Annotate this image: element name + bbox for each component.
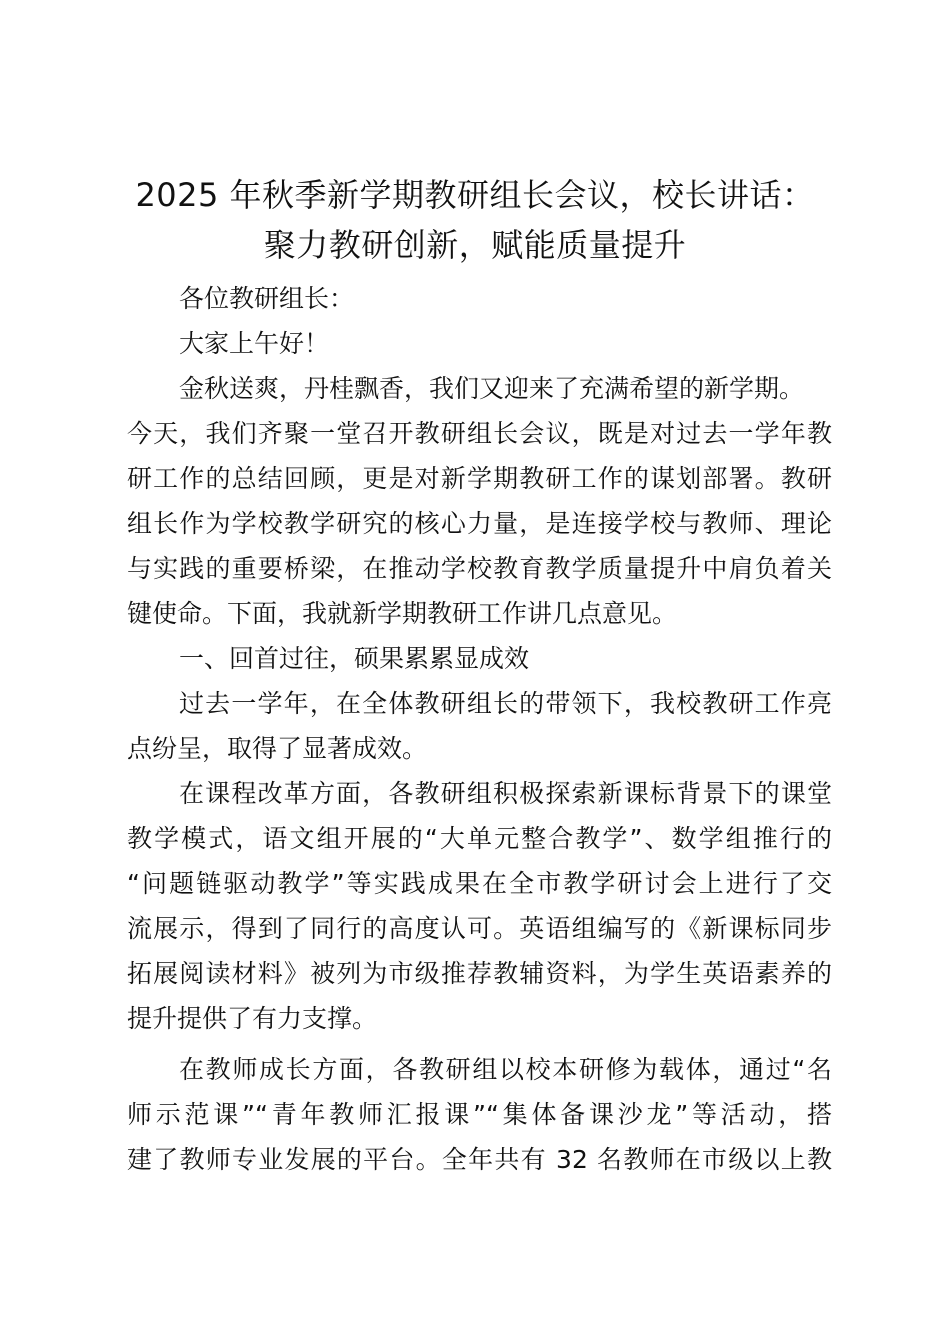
- paragraph-line: 师示范课”“青年教师汇报课”“集体备课沙龙”等活动，搭: [127, 1100, 832, 1129]
- paragraph-line: 流展示，得到了同行的高度认可。英语组编写的《新课标同步: [127, 914, 832, 943]
- paragraph-line: 研工作的总结回顾，更是对新学期教研工作的谋划部署。教研: [127, 464, 832, 493]
- document-title-line-1: 2025 年秋季新学期教研组长会议，校长讲话：: [135, 176, 815, 214]
- paragraph-line: 过去一学年，在全体教研组长的带领下，我校教研工作亮: [179, 689, 832, 718]
- paragraph-line: 键使命。下面，我就新学期教研工作讲几点意见。: [127, 599, 678, 628]
- section-heading: 一、回首过往，硕果累累显成效: [179, 644, 530, 673]
- paragraph-line: 今天，我们齐聚一堂召开教研组长会议，既是对过去一学年教: [127, 419, 832, 448]
- paragraph-line: 教学模式，语文组开展的“大单元整合教学”、数学组推行的: [127, 824, 832, 853]
- paragraph-line: 拓展阅读材料》被列为市级推荐教辅资料，为学生英语素养的: [127, 959, 832, 988]
- salutation: 各位教研组长：: [179, 284, 355, 313]
- document-body: [127, 276, 832, 1182]
- paragraph-line: 提升提供了有力支撑。: [127, 1004, 378, 1033]
- document-title-line-2: 聚力教研创新，赋能质量提升: [263, 226, 687, 264]
- paragraph-line: 组长作为学校教学研究的核心力量，是连接学校与教师、理论: [127, 509, 832, 538]
- greeting: 大家上午好！: [179, 329, 330, 358]
- paragraph-line: 在课程改革方面，各教研组积极探索新课标背景下的课堂: [179, 779, 832, 808]
- paragraph-line: 金秋送爽，丹桂飘香，我们又迎来了充满希望的新学期。: [179, 374, 805, 403]
- paragraph-line: 建了教师专业发展的平台。全年共有 32 名教师在市级以上教: [127, 1145, 832, 1174]
- paragraph-line: 在教师成长方面，各教研组以校本研修为载体，通过“名: [179, 1055, 832, 1084]
- paragraph-line: 与实践的重要桥梁，在推动学校教育教学质量提升中肩负着关: [127, 554, 832, 583]
- paragraph-line: “问题链驱动教学”等实践成果在全市教学研讨会上进行了交: [127, 869, 832, 898]
- paragraph-line: 点纷呈，取得了显著成效。: [127, 734, 428, 763]
